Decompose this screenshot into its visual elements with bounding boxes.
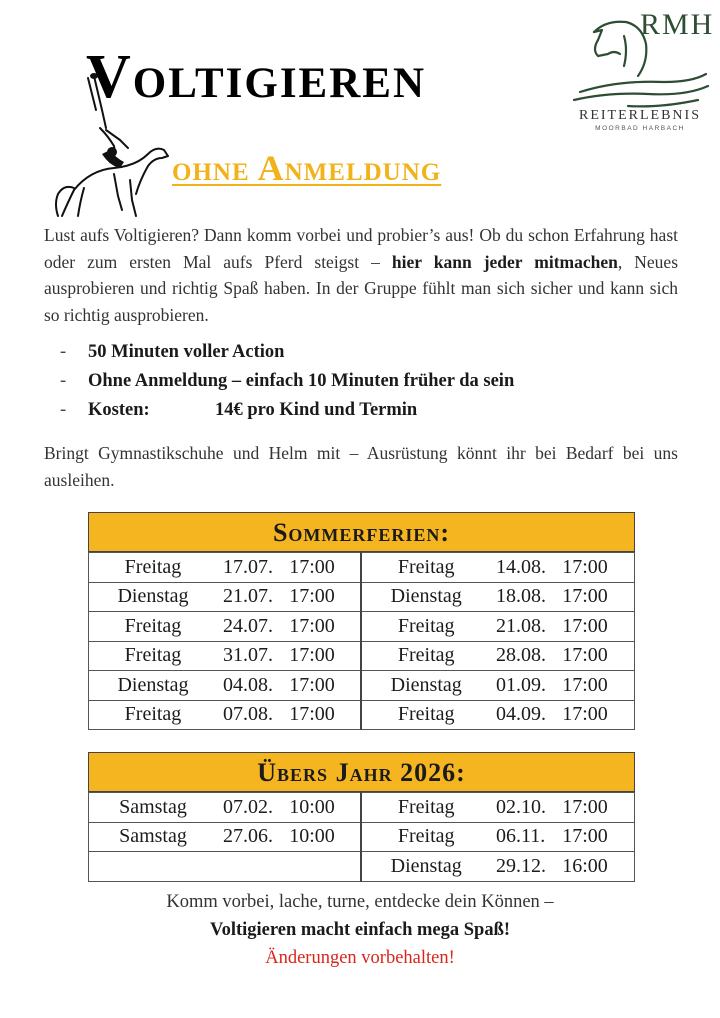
time-cell: 17:00 (560, 553, 634, 583)
table-row (89, 822, 635, 852)
year-table (88, 792, 635, 882)
feature-list (60, 338, 514, 425)
footer-line-1: Komm vorbei, lache, turne, entdecke dein Können – (166, 892, 554, 912)
list-item (60, 396, 514, 425)
table-row (89, 553, 635, 583)
day-cell: Samstag (89, 793, 217, 823)
date-cell: 04.09. (490, 700, 560, 730)
time-cell: 17:00 (287, 612, 361, 642)
time-cell: 17:00 (287, 641, 361, 671)
time-cell: 17:00 (560, 641, 634, 671)
time-cell: 17:00 (560, 822, 634, 852)
time-cell (287, 852, 361, 882)
day-cell: Freitag (361, 793, 489, 823)
day-cell: Freitag (89, 641, 217, 671)
date-cell: 04.08. (217, 671, 287, 701)
time-cell: 17:00 (287, 671, 361, 701)
day-cell: Dienstag (361, 671, 489, 701)
dash-bullet: - (60, 342, 67, 362)
day-cell: Dienstag (361, 852, 489, 882)
day-cell: Freitag (361, 641, 489, 671)
day-cell: Dienstag (89, 582, 217, 612)
footer-line-2: Voltigieren macht einfach mega Spaß! (209, 920, 511, 940)
intro-text-part1: Lust aufs Voltigieren? Dann komm vorbei und probier’s aus! Ob du schon Erfahrung hast oder zum ersten Mal aufs Pferd steigst – (44, 225, 678, 272)
date-cell: 07.08. (217, 700, 287, 730)
bullet-cost-label: Kosten: (88, 400, 150, 420)
dash-bullet: - (60, 400, 67, 420)
time-cell: 17:00 (287, 700, 361, 730)
year-schedule (88, 752, 635, 882)
date-cell: 21.08. (490, 612, 560, 642)
footer-disclaimer: Änderungen vorbehalten! (265, 948, 455, 968)
date-cell: 24.07. (217, 612, 287, 642)
summer-schedule (88, 512, 635, 730)
date-cell: 31.07. (217, 641, 287, 671)
day-cell: Samstag (89, 822, 217, 852)
bullet-cost-value: 14€ pro Kind und Termin (215, 400, 418, 420)
bullet-no-registration: Ohne Anmeldung – einfach 10 Minuten früher da sein (88, 371, 515, 391)
page-subtitle: ohne Anmeldung (172, 148, 442, 188)
day-cell: Freitag (89, 553, 217, 583)
day-cell: Freitag (89, 612, 217, 642)
time-cell: 10:00 (287, 822, 361, 852)
summer-table (88, 552, 635, 730)
summer-heading: Sommerferien: (88, 512, 635, 552)
intro-text-bold: hier kann jeder mitmachen (391, 251, 618, 272)
time-cell: 17:00 (560, 700, 634, 730)
logo-brand-name: REITERLEBNIS (579, 108, 701, 123)
day-cell: Freitag (89, 700, 217, 730)
time-cell: 17:00 (560, 612, 634, 642)
logo-monogram: RMH (640, 8, 715, 41)
year-heading: Übers Jahr 2026: (88, 752, 635, 792)
equipment-note: Bringt Gymnastikschuhe und Helm mit – Ausrüstung könnt ihr bei Bedarf bei uns ausleihen. (44, 443, 678, 490)
time-cell: 17:00 (287, 582, 361, 612)
day-cell: Freitag (361, 612, 489, 642)
day-cell (89, 852, 217, 882)
date-cell (217, 852, 287, 882)
intro-paragraph (44, 222, 678, 328)
day-cell: Freitag (361, 553, 489, 583)
time-cell: 17:00 (560, 671, 634, 701)
list-item (60, 367, 514, 396)
date-cell: 01.09. (490, 671, 560, 701)
time-cell: 17:00 (560, 793, 634, 823)
table-row (89, 612, 635, 642)
date-cell: 18.08. (490, 582, 560, 612)
dash-bullet: - (60, 371, 67, 391)
footer (0, 888, 720, 972)
time-cell: 16:00 (560, 852, 634, 882)
day-cell: Dienstag (361, 582, 489, 612)
day-cell: Freitag (361, 822, 489, 852)
date-cell: 17.07. (217, 553, 287, 583)
time-cell: 17:00 (287, 553, 361, 583)
table-row (89, 582, 635, 612)
intro-text-part2: , Neues ausprobieren und richtig Spaß haben. In der Gruppe fühlt man sich sicher und kann sich so richtig ausprobieren. (44, 251, 679, 325)
table-row (89, 793, 635, 823)
list-item (60, 338, 514, 367)
date-cell: 29.12. (490, 852, 560, 882)
date-cell: 02.10. (490, 793, 560, 823)
date-cell: 14.08. (490, 553, 560, 583)
table-row (89, 671, 635, 701)
table-row (89, 641, 635, 671)
date-cell: 06.11. (490, 822, 560, 852)
time-cell: 17:00 (560, 582, 634, 612)
date-cell: 27.06. (217, 822, 287, 852)
logo-subline: MOORBAD HARBACH (595, 125, 685, 132)
day-cell: Freitag (361, 700, 489, 730)
date-cell: 21.07. (217, 582, 287, 612)
time-cell: 10:00 (287, 793, 361, 823)
bullet-duration: 50 Minuten voller Action (88, 342, 285, 362)
date-cell: 07.02. (217, 793, 287, 823)
page-title: Voltigieren (86, 43, 427, 111)
table-row (89, 852, 635, 882)
date-cell: 28.08. (490, 641, 560, 671)
day-cell: Dienstag (89, 671, 217, 701)
table-row (89, 700, 635, 730)
